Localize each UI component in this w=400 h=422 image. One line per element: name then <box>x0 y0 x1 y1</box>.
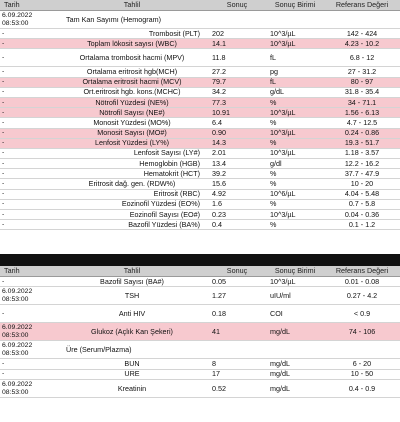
cell-reference: 4.04 - 5.48 <box>324 189 400 199</box>
cell-test-name: Ortalama eritrosit hgb(MCH) <box>56 67 208 77</box>
cell-unit: % <box>266 199 324 209</box>
date-text: - <box>2 139 5 147</box>
cell-result: 0.05 <box>208 277 266 287</box>
date-text: - <box>2 118 5 126</box>
cell-unit: 10^3/µL <box>266 277 324 287</box>
cell-date <box>0 220 56 230</box>
cell-result: 1.27 <box>208 287 266 305</box>
date-text: - <box>2 277 5 285</box>
date-text: - <box>2 67 5 75</box>
cell-test-name: Lenfosit Sayısı (LY#) <box>56 148 208 158</box>
cell-test-name: Bazofil Sayısı (BA#) <box>56 277 208 287</box>
cell-reference: 4.7 - 12.5 <box>324 118 400 128</box>
cell-date <box>0 108 56 118</box>
date-text: 6.09.2022 <box>2 341 33 349</box>
cell-reference: 10 - 20 <box>324 179 400 189</box>
date-text: 6.09.2022 <box>2 11 33 19</box>
cell-reference: 0.01 - 0.08 <box>324 277 400 287</box>
table-row <box>0 305 400 323</box>
cell-result: 202 <box>208 29 266 39</box>
cell-reference: 1.18 - 3.57 <box>324 148 400 158</box>
cell-date <box>0 189 56 199</box>
cell-reference: 1.56 - 6.13 <box>324 108 400 118</box>
cell-reference: 19.3 - 51.7 <box>324 138 400 148</box>
cell-date <box>0 29 56 39</box>
lab-results-table-bottom <box>0 266 400 398</box>
cell-date <box>0 305 56 323</box>
table-row <box>0 148 400 158</box>
table-row <box>0 108 400 118</box>
cell-unit: % <box>266 169 324 179</box>
cell-date <box>0 77 56 87</box>
cell-result: 0.90 <box>208 128 266 138</box>
date-text: - <box>2 360 5 368</box>
table-row <box>0 341 400 359</box>
cell-unit: 10^3/µL <box>266 128 324 138</box>
cell-unit: pg <box>266 67 324 77</box>
table-row <box>0 39 400 49</box>
cell-date <box>0 359 56 369</box>
table-row <box>0 169 400 179</box>
table-header-row <box>0 0 400 11</box>
table-row <box>0 159 400 169</box>
cell-test-name: Trombosit (PLT) <box>56 29 208 39</box>
cell-result: 77.3 <box>208 97 266 107</box>
cell-date <box>0 67 56 77</box>
date-text: - <box>2 149 5 157</box>
time-text: 08:53:00 <box>2 349 29 357</box>
cell-unit: % <box>266 179 324 189</box>
date-text: - <box>2 29 5 37</box>
header-date: Tarih <box>0 0 56 11</box>
table-row <box>0 49 400 67</box>
cell-result: 79.7 <box>208 77 266 87</box>
header-result: Sonuç <box>208 266 266 277</box>
cell-unit: fL <box>266 77 324 87</box>
cell-date <box>0 159 56 169</box>
table-row <box>0 323 400 341</box>
table-row <box>0 128 400 138</box>
cell-result: 8 <box>208 359 266 369</box>
time-text: 08:53:00 <box>2 388 29 396</box>
cell-result: 0.18 <box>208 305 266 323</box>
cell-date <box>0 118 56 128</box>
cell-date <box>0 49 56 67</box>
cell-result: 14.1 <box>208 39 266 49</box>
time-text: 08:53:00 <box>2 295 29 303</box>
date-text: - <box>2 159 5 167</box>
cell-reference: 0.7 - 5.8 <box>324 199 400 209</box>
header-test: Tahlil <box>56 0 208 11</box>
cell-date <box>0 323 56 341</box>
date-text: 6.09.2022 <box>2 323 33 331</box>
table-row <box>0 179 400 189</box>
table-header-row <box>0 266 400 277</box>
date-text: - <box>2 88 5 96</box>
cell-test-name: Toplam lökosit sayısı (WBC) <box>56 39 208 49</box>
cell-result: 11.8 <box>208 49 266 67</box>
cell-test-name: Eozinofil Yüzdesi (EO%) <box>56 199 208 209</box>
date-text: - <box>2 53 5 61</box>
cell-test-name: Üre (Serum/Plazma) <box>56 341 208 359</box>
cell-reference: 0.27 - 4.2 <box>324 287 400 305</box>
cell-unit: 10^3/µL <box>266 29 324 39</box>
cell-date <box>0 39 56 49</box>
date-text: - <box>2 98 5 106</box>
date-text: - <box>2 220 5 228</box>
header-reference: Referans Değeri <box>324 266 400 277</box>
cell-result: 0.52 <box>208 380 266 398</box>
table-row <box>0 199 400 209</box>
cell-date <box>0 87 56 97</box>
time-text: 08:53:00 <box>2 331 29 339</box>
cell-reference: 6.8 - 12 <box>324 49 400 67</box>
cell-unit: % <box>266 97 324 107</box>
date-text: - <box>2 129 5 137</box>
table-row <box>0 369 400 379</box>
cell-test-name: Nötrofil Sayısı (NE#) <box>56 108 208 118</box>
header-unit: Sonuç Birimi <box>266 266 324 277</box>
cell-date <box>0 138 56 148</box>
cell-date <box>0 277 56 287</box>
cell-result: 17 <box>208 369 266 379</box>
cell-unit: 10^3/µL <box>266 210 324 220</box>
cell-unit: fL <box>266 49 324 67</box>
cell-reference: 31.8 - 35.4 <box>324 87 400 97</box>
date-text: - <box>2 39 5 47</box>
cell-result: 10.91 <box>208 108 266 118</box>
cell-reference: 34 - 71.1 <box>324 97 400 107</box>
cell-date <box>0 341 56 359</box>
date-text: - <box>2 108 5 116</box>
cell-unit: mg/dL <box>266 323 324 341</box>
cell-result: 2.01 <box>208 148 266 158</box>
cell-unit: 10^6/µL <box>266 189 324 199</box>
header-reference: Referans Değeri <box>324 0 400 11</box>
header-date: Tarih <box>0 266 56 277</box>
cell-result: 6.4 <box>208 118 266 128</box>
cell-test-name: Anti HIV <box>56 305 208 323</box>
table-row <box>0 220 400 230</box>
cell-date <box>0 199 56 209</box>
cell-date <box>0 128 56 138</box>
cell-unit: 10^3/µL <box>266 148 324 158</box>
cell-date <box>0 11 56 29</box>
date-text: 6.09.2022 <box>2 380 33 388</box>
cell-test-name: URE <box>56 369 208 379</box>
cell-test-name: Glukoz (Açlık Kan Şekeri) <box>56 323 208 341</box>
cell-date <box>0 380 56 398</box>
cell-unit: % <box>266 220 324 230</box>
cell-reference: 6 - 20 <box>324 359 400 369</box>
table-row <box>0 138 400 148</box>
cell-reference: 80 - 97 <box>324 77 400 87</box>
cell-test-name: Tam Kan Sayımı (Hemogram) <box>56 11 208 29</box>
cell-date <box>0 210 56 220</box>
table-row <box>0 359 400 369</box>
table-body-bottom <box>0 277 400 398</box>
date-text: - <box>2 370 5 378</box>
table-row <box>0 380 400 398</box>
cell-result <box>208 11 266 29</box>
table-row <box>0 189 400 199</box>
cell-reference <box>324 11 400 29</box>
cell-unit: g/dl <box>266 159 324 169</box>
cell-test-name: Monosit Yüzdesi (MO%) <box>56 118 208 128</box>
cell-reference: 12.2 - 16.2 <box>324 159 400 169</box>
date-text: - <box>2 78 5 86</box>
table-row <box>0 118 400 128</box>
table-row <box>0 67 400 77</box>
cell-date <box>0 97 56 107</box>
date-text: - <box>2 200 5 208</box>
cell-date <box>0 148 56 158</box>
cell-result: 41 <box>208 323 266 341</box>
screenshot-divider <box>0 254 400 266</box>
date-text: - <box>2 309 5 317</box>
date-text: - <box>2 190 5 198</box>
table-body-top <box>0 11 400 230</box>
cell-result: 4.92 <box>208 189 266 199</box>
cell-result <box>208 341 266 359</box>
cell-test-name: TSH <box>56 287 208 305</box>
cell-result: 0.23 <box>208 210 266 220</box>
cell-reference: 0.04 - 0.36 <box>324 210 400 220</box>
header-test: Tahlil <box>56 266 208 277</box>
cell-unit: 10^3/µL <box>266 108 324 118</box>
cell-result: 1.6 <box>208 199 266 209</box>
cell-test-name: Hematokrit (HCT) <box>56 169 208 179</box>
cell-result: 15.6 <box>208 179 266 189</box>
cell-test-name: Eritrosit dağ. gen. (RDW%) <box>56 179 208 189</box>
cell-result: 14.3 <box>208 138 266 148</box>
cell-date <box>0 179 56 189</box>
cell-unit: g/dL <box>266 87 324 97</box>
cell-test-name: Ort.eritrosit hgb. kons.(MCHC) <box>56 87 208 97</box>
cell-date <box>0 369 56 379</box>
cell-unit <box>266 341 324 359</box>
header-unit: Sonuç Birimi <box>266 0 324 11</box>
cell-reference: 4.23 - 10.2 <box>324 39 400 49</box>
cell-test-name: Hemoglobin (HGB) <box>56 159 208 169</box>
cell-test-name: Nötrofil Yüzdesi (NE%) <box>56 97 208 107</box>
cell-unit: % <box>266 138 324 148</box>
cell-result: 34.2 <box>208 87 266 97</box>
cell-reference: 27 - 31.2 <box>324 67 400 77</box>
cell-unit <box>266 11 324 29</box>
table-row <box>0 87 400 97</box>
cell-result: 39.2 <box>208 169 266 179</box>
table-row <box>0 287 400 305</box>
cell-test-name: Eritrosit (RBC) <box>56 189 208 199</box>
cell-test-name: Lenfosit Yüzdesi (LY%) <box>56 138 208 148</box>
cell-test-name: Ortalama trombosit hacmi (MPV) <box>56 49 208 67</box>
cell-unit: COI <box>266 305 324 323</box>
cell-unit: 10^3/µL <box>266 39 324 49</box>
cell-reference: < 0.9 <box>324 305 400 323</box>
cell-test-name: BUN <box>56 359 208 369</box>
time-text: 08:53:00 <box>2 19 29 27</box>
table-row <box>0 77 400 87</box>
table-row <box>0 29 400 39</box>
cell-unit: uIU/ml <box>266 287 324 305</box>
cell-test-name: Ortalama eritrosit hacmi (MCV) <box>56 77 208 87</box>
date-text: - <box>2 210 5 218</box>
cell-reference: 0.24 - 0.86 <box>324 128 400 138</box>
cell-reference: 74 - 106 <box>324 323 400 341</box>
date-text: 6.09.2022 <box>2 287 33 295</box>
date-text: - <box>2 180 5 188</box>
table-row <box>0 277 400 287</box>
cell-unit: % <box>266 118 324 128</box>
cell-reference: 0.1 - 1.2 <box>324 220 400 230</box>
cell-test-name: Monosit Sayısı (MO#) <box>56 128 208 138</box>
table-row <box>0 97 400 107</box>
table-row <box>0 11 400 29</box>
cell-unit: mg/dL <box>266 369 324 379</box>
cell-result: 13.4 <box>208 159 266 169</box>
date-text: - <box>2 169 5 177</box>
cell-reference: 10 - 50 <box>324 369 400 379</box>
header-result: Sonuç <box>208 0 266 11</box>
cell-test-name: Bazofil Yüzdesi (BA%) <box>56 220 208 230</box>
table-row <box>0 210 400 220</box>
cell-date <box>0 169 56 179</box>
cell-unit: mg/dL <box>266 380 324 398</box>
cell-result: 0.4 <box>208 220 266 230</box>
cell-reference: 142 - 424 <box>324 29 400 39</box>
cell-test-name: Eozinofil Sayısı (EO#) <box>56 210 208 220</box>
cell-reference <box>324 341 400 359</box>
cell-date <box>0 287 56 305</box>
cell-result: 27.2 <box>208 67 266 77</box>
cell-reference: 0.4 - 0.9 <box>324 380 400 398</box>
cell-test-name: Kreatinin <box>56 380 208 398</box>
lab-results-panel-bottom <box>0 266 400 422</box>
cell-reference: 37.7 - 47.9 <box>324 169 400 179</box>
cell-unit: mg/dL <box>266 359 324 369</box>
